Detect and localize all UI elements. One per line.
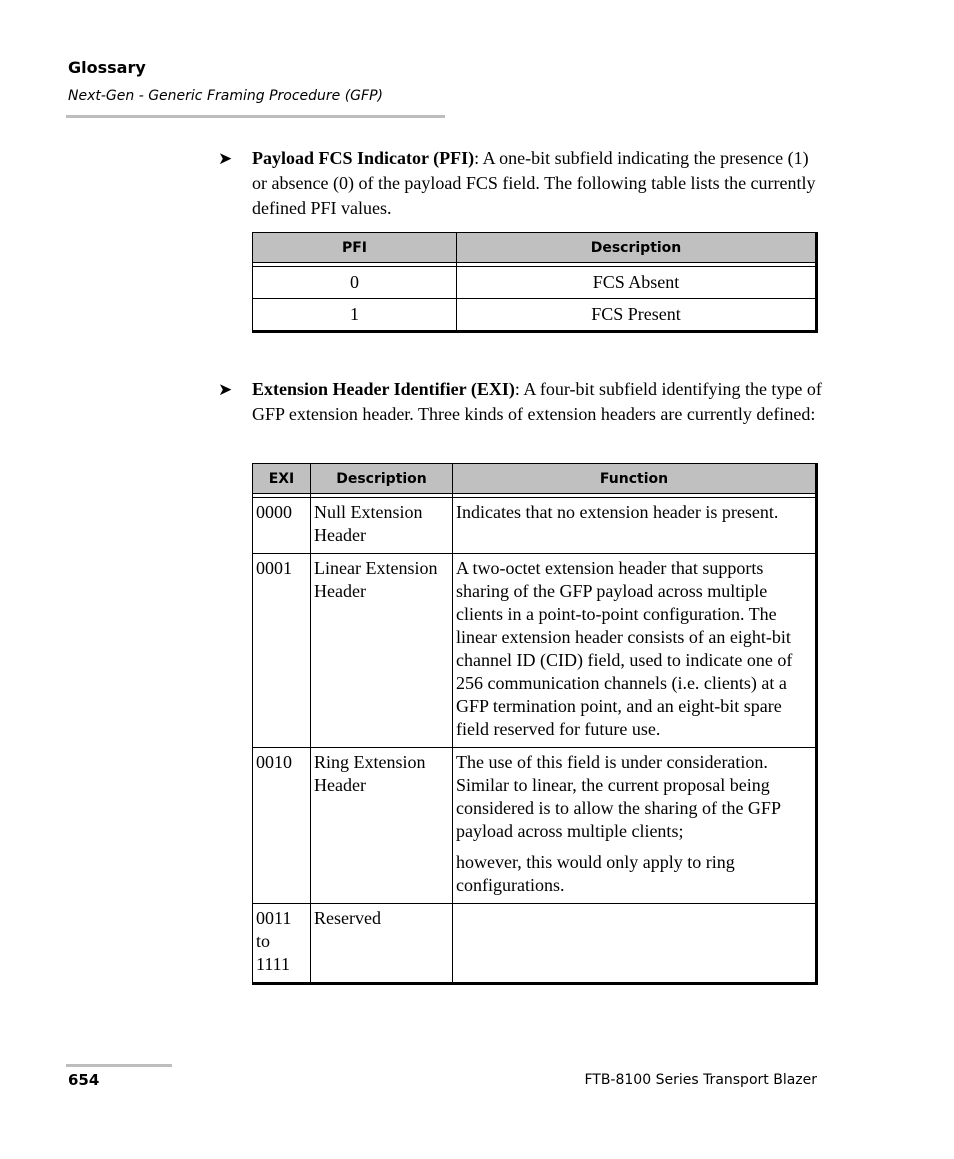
exi-code: 0000 [253,498,311,554]
pfi-paragraph [252,146,822,221]
exi-term: Extension Header Identifier (EXI) [252,379,515,399]
table-row [253,748,815,904]
pfi-term: Payload FCS Indicator (PFI) [252,148,475,168]
exi-function [453,904,815,982]
page-subtitle: Next-Gen - Generic Framing Procedure (GFP) [68,88,383,104]
bullet-arrow-icon: ➤ [218,149,233,168]
exi-description: Null Extension Header [311,498,453,554]
exi-code: 0001 [253,554,311,748]
exi-col-header: EXI [253,464,311,494]
header-divider [66,115,445,118]
exi-table-header [253,464,815,494]
product-name: FTB-8100 Series Transport Blazer [584,1072,817,1088]
pfi-table-header [253,233,815,263]
exi-code: 0010 [253,748,311,904]
exi-paragraph [252,377,822,427]
pfi-description: FCS Present [591,304,681,324]
page-section-title: Glossary [68,58,146,77]
table-row [253,267,815,299]
pfi-col-header: PFI [253,233,457,263]
description-col-header: Description [311,464,453,494]
pfi-description: FCS Absent [457,267,815,299]
pfi-text: : A one-bit subfield indicating the presence (1) or absence (0) of the payload FCS field. The following table lists the currently defined PFI values. [252,148,816,218]
table-row [253,554,815,748]
table-row [253,299,815,330]
exi-code: 0011 to 1111 [253,904,311,982]
pfi-value: 0 [253,267,457,299]
exi-function: The use of this field is under consideration. Similar to linear, the current proposal being considered is to allow the sharing of the GFP payload across multiple clients; however, this would only apply to ring configurations. [453,748,815,904]
footer-divider [66,1064,172,1067]
exi-function: A two-octet extension header that supports sharing of the GFP payload across multiple clients in a point-to-point configuration. The linear extension header consists of an eight-bit channel ID (CID) field, used to indicate one of 256 communication channels (i.e. clients) at a GFP termination point, and an eight-bit spare field reserved for future use. [453,554,815,748]
exi-description: Ring Extension Header [311,748,453,904]
exi-description: Linear Extension Header [311,554,453,748]
exi-table [252,463,818,985]
page-number: 654 [68,1071,100,1089]
table-row [253,904,815,982]
exi-description: Reserved [311,904,453,982]
exi-text: : A four-bit subfield identifying the type of GFP extension header. Three kinds of extension headers are currently defined: [252,379,822,424]
exi-function: Indicates that no extension header is present. [453,498,815,554]
bullet-arrow-icon: ➤ [218,380,233,399]
pfi-value: 1 [253,299,457,330]
description-col-header: Description [457,233,815,263]
function-col-header: Function [453,464,815,494]
pfi-table [252,232,818,333]
table-row [253,498,815,554]
